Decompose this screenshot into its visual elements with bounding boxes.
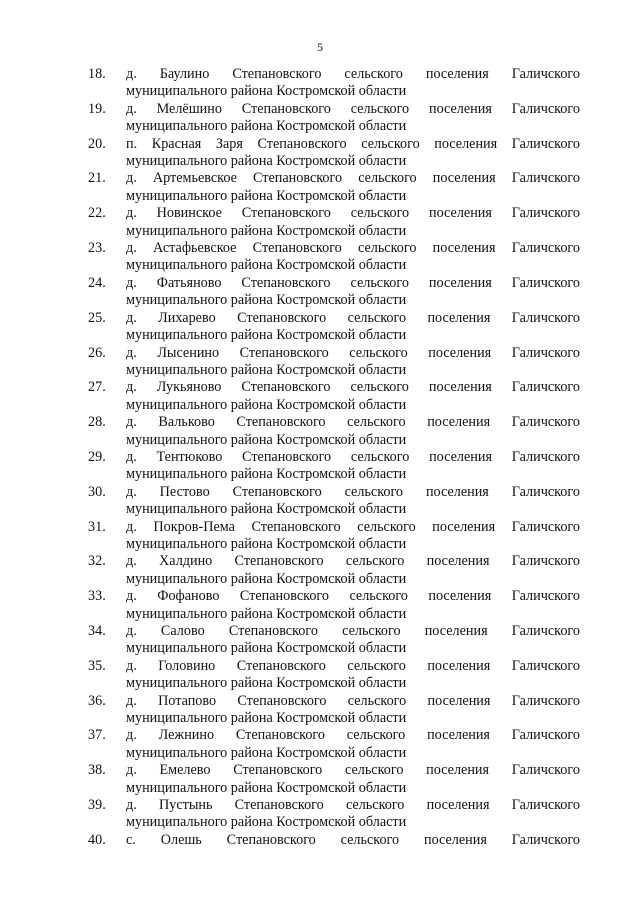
item-continuation: муниципального района Костромской области <box>126 605 407 622</box>
list-item <box>88 379 580 414</box>
item-continuation: муниципального района Костромской области <box>126 292 407 309</box>
item-word: Галичского <box>511 762 580 779</box>
item-word: сельского <box>350 274 409 291</box>
item-number: 25. <box>88 309 106 326</box>
item-number: 38. <box>88 762 106 779</box>
item-continuation: муниципального района Костромской области <box>126 814 407 831</box>
item-text <box>126 762 580 797</box>
item-word: сельского <box>346 727 406 744</box>
item-word: Вальково <box>158 414 215 431</box>
list-item <box>88 553 580 588</box>
item-word: поселения <box>434 135 498 152</box>
item-text <box>126 449 580 484</box>
item-number: 35. <box>88 657 106 674</box>
item-continuation: муниципального района Костромской области <box>126 710 407 727</box>
item-continuation: муниципального района Костромской области <box>126 396 407 413</box>
item-number: 26. <box>88 344 106 361</box>
item-word: Мелёшино <box>156 100 222 117</box>
item-word: Фатьяново <box>156 274 222 291</box>
item-continuation: муниципального района Костромской области <box>126 675 407 692</box>
item-word: Степановского <box>251 518 341 535</box>
item-word: Галичского <box>511 553 580 570</box>
item-word: сельского <box>347 657 406 674</box>
item-continuation: муниципального района Костромской области <box>126 535 407 552</box>
item-first-line <box>126 205 580 222</box>
item-word: д. <box>126 448 137 465</box>
item-continuation: муниципального района Костромской области <box>126 779 407 796</box>
settlement-list <box>88 66 580 849</box>
item-word: поселения <box>428 274 492 291</box>
item-continuation: муниципального района Костромской области <box>126 327 407 344</box>
item-number: 40. <box>88 831 106 848</box>
item-word: Халдино <box>159 553 213 570</box>
item-word: Галичского <box>511 797 580 814</box>
item-word: Степановского <box>236 657 326 674</box>
item-word: сельского <box>345 797 405 814</box>
item-word: д. <box>126 344 137 361</box>
item-text <box>126 658 580 693</box>
item-first-line <box>126 832 580 849</box>
item-text <box>126 205 580 240</box>
item-word: Степановского <box>233 762 323 779</box>
item-word: сельского <box>340 831 400 848</box>
item-text <box>126 553 580 588</box>
item-word: д. <box>126 588 137 605</box>
item-word: поселения <box>426 553 490 570</box>
item-first-line <box>126 762 580 779</box>
item-word: поселения <box>429 448 492 465</box>
item-text <box>126 310 580 345</box>
item-continuation: муниципального района Костромской области <box>126 466 407 483</box>
item-text <box>126 797 580 832</box>
item-word: поселения <box>432 518 496 535</box>
list-item <box>88 345 580 380</box>
item-word: д. <box>126 518 137 535</box>
item-word: Тентюково <box>156 448 223 465</box>
item-first-line <box>126 588 580 605</box>
item-first-line <box>126 275 580 292</box>
item-word: поселения <box>429 205 492 222</box>
item-word: Галичского <box>511 66 580 82</box>
item-text <box>126 484 580 519</box>
list-item <box>88 832 580 849</box>
item-word: Галичского <box>511 170 580 187</box>
item-number: 24. <box>88 274 106 291</box>
item-first-line <box>126 519 580 536</box>
item-word: поселения <box>427 414 491 431</box>
item-word: Степановского <box>236 414 326 431</box>
item-word: Лихарево <box>158 309 216 326</box>
list-item <box>88 727 580 762</box>
item-word: Степановского <box>226 831 316 848</box>
item-continuation: муниципального района Костромской области <box>126 640 407 657</box>
item-word: поселения <box>425 483 489 500</box>
item-text <box>126 727 580 762</box>
item-word: сельского <box>350 379 409 396</box>
item-word: сельского <box>349 344 408 361</box>
list-item <box>88 762 580 797</box>
item-word: Степановского <box>237 309 327 326</box>
item-continuation: муниципального района Костромской области <box>126 744 407 761</box>
item-first-line <box>126 797 580 814</box>
page-number: 5 <box>317 40 323 54</box>
item-number: 22. <box>88 205 106 222</box>
item-word: поселения <box>426 797 490 814</box>
list-item <box>88 449 580 484</box>
item-text <box>126 101 580 136</box>
item-word: Галичского <box>511 831 580 848</box>
item-word: поселения <box>424 831 487 848</box>
item-text <box>126 345 580 380</box>
item-number: 23. <box>88 240 106 257</box>
item-word: сельского <box>347 692 407 709</box>
item-word: Степановского <box>232 66 322 82</box>
item-first-line <box>126 553 580 570</box>
item-word: Заря <box>215 135 243 152</box>
item-text <box>126 519 580 554</box>
item-word: Галичского <box>511 657 580 674</box>
item-word: поселения <box>428 344 492 361</box>
item-word: д. <box>126 762 137 779</box>
item-word: Степановского <box>235 727 325 744</box>
item-word: сельского <box>361 135 420 152</box>
item-word: Степановского <box>253 170 343 187</box>
item-continuation: муниципального района Костромской области <box>126 118 407 135</box>
list-item <box>88 136 580 171</box>
item-word: д. <box>126 170 137 187</box>
item-first-line <box>126 170 580 187</box>
item-word: сельского <box>358 170 417 187</box>
item-word: поселения <box>424 623 488 639</box>
list-item <box>88 310 580 345</box>
item-first-line <box>126 310 580 327</box>
item-text <box>126 170 580 205</box>
item-word: сельского <box>345 553 405 570</box>
item-first-line <box>126 101 580 118</box>
list-item <box>88 797 580 832</box>
item-first-line <box>126 414 580 431</box>
list-item <box>88 588 580 623</box>
item-word: д. <box>126 797 137 814</box>
list-item <box>88 519 580 554</box>
item-word: Галичского <box>511 379 580 396</box>
item-word: Пустынь <box>158 797 213 814</box>
item-first-line <box>126 66 580 83</box>
item-number: 28. <box>88 414 106 431</box>
item-text <box>126 275 580 310</box>
list-item <box>88 205 580 240</box>
item-word: Степановского <box>234 553 324 570</box>
item-word: поселения <box>428 588 492 605</box>
item-number: 30. <box>88 483 106 500</box>
item-word: Олешь <box>160 831 202 848</box>
item-word: Галичского <box>511 623 580 639</box>
list-item <box>88 693 580 728</box>
item-number: 31. <box>88 518 106 535</box>
item-word: поселения <box>432 240 496 257</box>
item-continuation: муниципального района Костромской области <box>126 361 407 378</box>
item-number: 33. <box>88 588 106 605</box>
item-word: Степановского <box>239 588 329 605</box>
item-word: поселения <box>426 762 490 779</box>
item-word: Фофаново <box>157 588 220 605</box>
item-word: сельского <box>350 448 410 465</box>
item-continuation: муниципального района Костромской области <box>126 153 407 170</box>
list-item <box>88 66 580 101</box>
item-word: поселения <box>425 66 489 82</box>
item-word: сельского <box>357 240 417 257</box>
item-number: 21. <box>88 170 106 187</box>
item-continuation: муниципального района Костромской области <box>126 83 407 100</box>
item-word: д. <box>126 553 137 570</box>
item-word: Галичского <box>511 448 580 465</box>
item-word: Степановского <box>257 135 347 152</box>
item-word: сельского <box>344 762 404 779</box>
item-word: Лысенино <box>157 344 220 361</box>
item-number: 36. <box>88 692 106 709</box>
item-word: д. <box>126 414 137 431</box>
item-word: поселения <box>427 309 491 326</box>
item-word: д. <box>126 205 137 222</box>
item-first-line <box>126 379 580 396</box>
item-word: Степановского <box>228 623 318 639</box>
item-word: поселения <box>428 379 492 396</box>
item-word: сельского <box>342 623 401 639</box>
item-word: Артемьевское <box>152 170 237 187</box>
list-item <box>88 414 580 449</box>
item-first-line <box>126 658 580 675</box>
item-number: 20. <box>88 135 106 152</box>
item-word: д. <box>126 379 137 396</box>
item-word: Покров-Пема <box>153 518 235 535</box>
item-text <box>126 588 580 623</box>
item-first-line <box>126 693 580 710</box>
item-word: Галичского <box>511 518 580 535</box>
item-text <box>126 693 580 728</box>
item-word: Степановского <box>242 448 332 465</box>
item-word: Салово <box>160 623 205 639</box>
item-word: Галичского <box>511 344 580 361</box>
item-word: Красная <box>151 135 202 152</box>
item-word: Степановского <box>241 205 331 222</box>
item-word: д. <box>126 657 137 674</box>
list-item <box>88 101 580 136</box>
item-word: д. <box>126 100 137 117</box>
item-word: д. <box>126 274 137 291</box>
item-word: Степановского <box>252 240 342 257</box>
item-continuation: муниципального района Костромской области <box>126 222 407 239</box>
item-word: сельского <box>350 205 410 222</box>
item-word: сельского <box>350 100 410 117</box>
list-item <box>88 275 580 310</box>
item-word: д. <box>126 240 137 257</box>
item-word: поселения <box>427 692 491 709</box>
item-word: д. <box>126 66 137 82</box>
item-number: 34. <box>88 623 106 639</box>
item-word: Галичского <box>511 483 580 500</box>
item-word: Астафьевское <box>152 240 237 257</box>
item-word: д. <box>126 309 137 326</box>
item-word: Пестово <box>159 483 210 500</box>
item-word: д. <box>126 483 137 500</box>
item-word: Лукьяново <box>156 379 222 396</box>
item-word: Галичского <box>511 135 580 152</box>
item-text <box>126 414 580 449</box>
item-first-line <box>126 136 580 153</box>
item-number: 39. <box>88 797 106 814</box>
item-word: Лежнино <box>158 727 215 744</box>
item-word: поселения <box>427 657 491 674</box>
item-word: сельского <box>349 588 408 605</box>
item-first-line <box>126 727 580 744</box>
list-item <box>88 170 580 205</box>
item-word: д. <box>126 623 137 639</box>
item-text <box>126 832 580 849</box>
item-word: Степановского <box>237 692 327 709</box>
item-continuation: муниципального района Костромской области <box>126 431 407 448</box>
item-first-line <box>126 345 580 362</box>
item-word: Галичского <box>511 727 580 744</box>
item-first-line <box>126 484 580 501</box>
item-number: 32. <box>88 553 106 570</box>
item-first-line <box>126 623 580 640</box>
item-word: Галичского <box>511 692 580 709</box>
item-word: Галичского <box>511 274 580 291</box>
item-word: Галичского <box>511 309 580 326</box>
list-item <box>88 658 580 693</box>
list-item <box>88 623 580 658</box>
item-word: Баулино <box>159 66 210 82</box>
item-number: 18. <box>88 66 106 82</box>
item-word: Галичского <box>511 588 580 605</box>
item-word: с. <box>126 831 136 848</box>
item-word: Галичского <box>511 100 580 117</box>
item-word: д. <box>126 692 137 709</box>
item-continuation: муниципального района Костромской области <box>126 257 407 274</box>
item-word: Степановского <box>241 274 331 291</box>
item-text <box>126 240 580 275</box>
item-number: 27. <box>88 379 106 396</box>
item-word: Емелево <box>159 762 211 779</box>
item-word: Галичского <box>511 414 580 431</box>
item-text <box>126 136 580 171</box>
item-word: поселения <box>429 100 492 117</box>
item-word: сельского <box>347 414 406 431</box>
item-number: 19. <box>88 100 106 117</box>
item-word: Галичского <box>511 240 580 257</box>
item-number: 37. <box>88 727 106 744</box>
item-word: сельского <box>357 518 416 535</box>
item-word: Степановского <box>234 797 324 814</box>
item-word: Головино <box>158 657 216 674</box>
item-continuation: муниципального района Костромской области <box>126 501 407 518</box>
item-word: д. <box>126 727 137 744</box>
item-word: Степановского <box>241 379 331 396</box>
item-number: 29. <box>88 448 106 465</box>
item-word: Степановского <box>239 344 329 361</box>
item-first-line <box>126 240 580 257</box>
list-item <box>88 484 580 519</box>
item-continuation: муниципального района Костромской области <box>126 187 407 204</box>
item-word: п. <box>126 135 138 152</box>
item-text <box>126 623 580 658</box>
item-text <box>126 66 580 101</box>
item-first-line <box>126 449 580 466</box>
item-word: сельского <box>347 309 407 326</box>
item-word: сельского <box>344 483 404 500</box>
item-word: Степановского <box>232 483 322 500</box>
item-word: поселения <box>427 727 490 744</box>
item-word: сельского <box>344 66 403 82</box>
item-word: Новинское <box>156 205 222 222</box>
list-item <box>88 240 580 275</box>
item-text <box>126 379 580 414</box>
item-word: Галичского <box>511 205 580 222</box>
item-word: Степановского <box>241 100 331 117</box>
item-continuation: муниципального района Костромской области <box>126 570 407 587</box>
item-word: поселения <box>432 170 496 187</box>
item-word: Потапово <box>158 692 217 709</box>
